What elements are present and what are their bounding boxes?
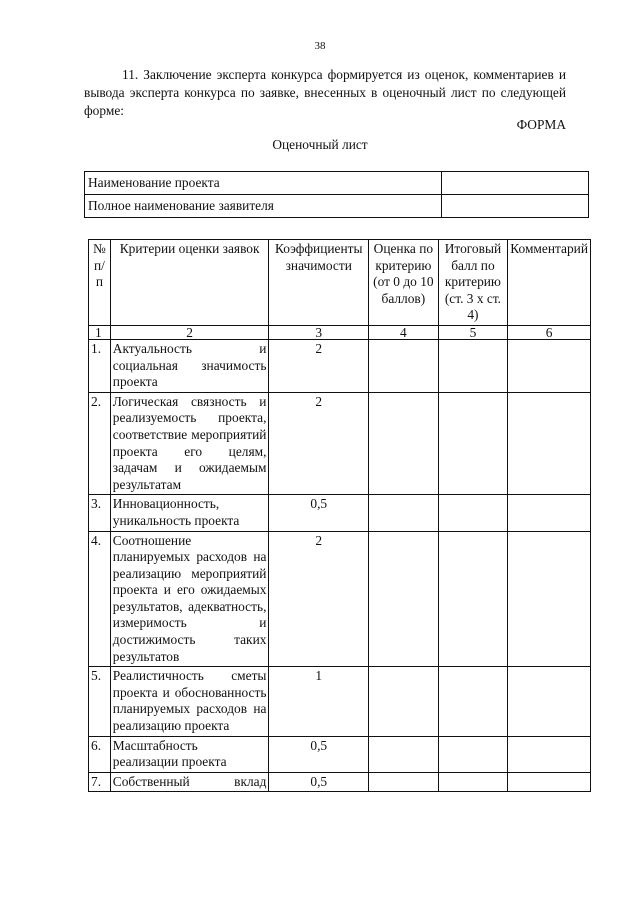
row-number: 7. bbox=[89, 772, 111, 792]
coefficient-value: 2 bbox=[269, 531, 369, 667]
total-cell[interactable] bbox=[438, 772, 508, 792]
score-cell[interactable] bbox=[369, 772, 439, 792]
comment-cell[interactable] bbox=[508, 531, 591, 667]
total-cell[interactable] bbox=[438, 392, 508, 495]
row-number: 3. bbox=[89, 495, 111, 531]
coefficient-value: 0,5 bbox=[269, 736, 369, 772]
coefficient-value: 0,5 bbox=[269, 495, 369, 531]
criterion-text: Реалистичность сметы проекта и обоснованность планируемых расходов на реализацию проекта bbox=[110, 667, 269, 736]
header-comment: Комментарий bbox=[508, 240, 591, 326]
score-cell[interactable] bbox=[369, 736, 439, 772]
applicant-name-label: Полное наименование заявителя bbox=[85, 195, 442, 218]
column-number-row bbox=[89, 325, 591, 339]
coefficient-value: 2 bbox=[269, 392, 369, 495]
header-criteria: Критерии оценки заявок bbox=[110, 240, 269, 326]
total-cell[interactable] bbox=[438, 495, 508, 531]
comment-cell[interactable] bbox=[508, 339, 591, 392]
row-number: 2. bbox=[89, 392, 111, 495]
table-row bbox=[89, 392, 591, 495]
coefficient-value: 1 bbox=[269, 667, 369, 736]
criterion-text: Логическая связность и реализуемость проекта, соответствие мероприятий проекта его целям, задачам и ожидаемым результатам bbox=[110, 392, 269, 495]
criterion-text: Собственный вклад bbox=[110, 772, 269, 792]
column-number: 3 bbox=[269, 325, 369, 339]
total-cell[interactable] bbox=[438, 531, 508, 667]
criterion-text: Соотношение планируемых расходов на реализацию мероприятий проекта и его ожидаемых результатов, адекватность, измеримость и достижимость таких результатов bbox=[110, 531, 269, 667]
project-name-row bbox=[85, 172, 589, 195]
row-number: 1. bbox=[89, 339, 111, 392]
table-row bbox=[89, 339, 591, 392]
table-row bbox=[89, 772, 591, 792]
column-number: 5 bbox=[438, 325, 508, 339]
header-row bbox=[89, 240, 591, 326]
project-name-label: Наименование проекта bbox=[85, 172, 442, 195]
table-row bbox=[89, 531, 591, 667]
comment-cell[interactable] bbox=[508, 392, 591, 495]
total-cell[interactable] bbox=[438, 339, 508, 392]
score-cell[interactable] bbox=[369, 339, 439, 392]
total-cell[interactable] bbox=[438, 667, 508, 736]
row-number: 4. bbox=[89, 531, 111, 667]
column-number: 6 bbox=[508, 325, 591, 339]
score-cell[interactable] bbox=[369, 667, 439, 736]
evaluation-table bbox=[88, 239, 591, 792]
table-row bbox=[89, 495, 591, 531]
comment-cell[interactable] bbox=[508, 667, 591, 736]
applicant-name-field[interactable] bbox=[442, 195, 589, 218]
table-row bbox=[89, 667, 591, 736]
coefficient-value: 0,5 bbox=[269, 772, 369, 792]
criterion-text: Инновационность, уникальность проекта bbox=[110, 495, 269, 531]
comment-cell[interactable] bbox=[508, 772, 591, 792]
project-info-table bbox=[84, 171, 589, 218]
row-number: 6. bbox=[89, 736, 111, 772]
criterion-text: Актуальность и социальная значимость проекта bbox=[110, 339, 269, 392]
column-number: 4 bbox=[369, 325, 439, 339]
comment-cell[interactable] bbox=[508, 736, 591, 772]
score-cell[interactable] bbox=[369, 392, 439, 495]
project-name-field[interactable] bbox=[442, 172, 589, 195]
score-cell[interactable] bbox=[369, 531, 439, 667]
header-score: Оценка по критерию (от 0 до 10 баллов) bbox=[369, 240, 439, 326]
intro-paragraph: 11. Заключение эксперта конкурса формируется из оценок, комментариев и вывода эксперта конкурса по заявке, внесенных в оценочный лист по следующей форме: bbox=[84, 67, 566, 118]
comment-cell[interactable] bbox=[508, 495, 591, 531]
total-cell[interactable] bbox=[438, 736, 508, 772]
column-number: 2 bbox=[110, 325, 269, 339]
score-cell[interactable] bbox=[369, 495, 439, 531]
table-row bbox=[89, 736, 591, 772]
header-coefficient: Коэффициенты значимости bbox=[269, 240, 369, 326]
header-total: Итоговый балл по критерию (ст. 3 х ст. 4) bbox=[438, 240, 508, 326]
page-number: 38 bbox=[314, 40, 326, 52]
applicant-name-row bbox=[85, 195, 589, 218]
row-number: 5. bbox=[89, 667, 111, 736]
column-number: 1 bbox=[89, 325, 111, 339]
header-number: № п/п bbox=[89, 240, 111, 326]
form-label: ФОРМА bbox=[516, 117, 566, 132]
criterion-text: Масштабность реализации проекта bbox=[110, 736, 269, 772]
coefficient-value: 2 bbox=[269, 339, 369, 392]
document-title: Оценочный лист bbox=[272, 137, 368, 152]
